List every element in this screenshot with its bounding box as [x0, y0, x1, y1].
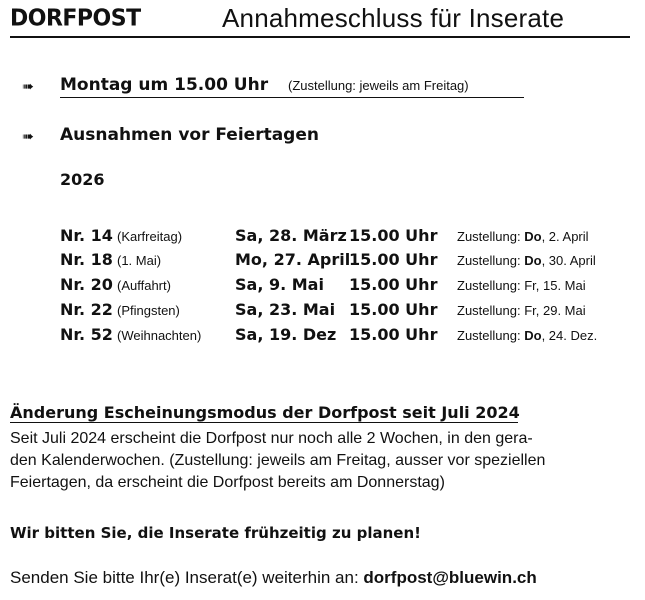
row-number: Nr. 20 — [60, 275, 113, 294]
row-holiday: (Pfingsten) — [117, 303, 180, 318]
row-delivery-label: Zustellung: — [457, 253, 521, 268]
main-deadline: Montag um 15.00 Uhr — [60, 75, 269, 95]
row-delivery-label: Zustellung: — [457, 229, 521, 244]
contact-email-link[interactable]: dorfpost@bluewin.ch — [363, 568, 537, 587]
row-time: 15.00 Uhr — [349, 275, 438, 294]
row-holiday: (Auffahrt) — [117, 278, 171, 293]
arrow-icon: ➠ — [22, 79, 34, 95]
row-number: Nr. 14 — [60, 226, 113, 245]
row-delivery-day: Do — [524, 253, 542, 268]
change-heading: Änderung Escheinungsmodus der Dorfpost seit Juli 2024 — [10, 403, 520, 422]
change-line: Seit Juli 2024 erscheint die Dorfpost nur noch alle 2 Wochen, in den gera- — [10, 430, 533, 447]
exceptions-year: 2026 — [60, 170, 105, 189]
row-time: 15.00 Uhr — [349, 325, 438, 344]
row-number: Nr. 22 — [60, 300, 113, 319]
row-holiday: (1. Mai) — [117, 253, 162, 268]
row-delivery — [457, 229, 589, 244]
row-delivery-date: Fr, 15. Mai — [524, 278, 586, 293]
row-delivery — [457, 303, 586, 318]
change-heading-underline — [10, 422, 518, 423]
row-date: Sa, 23. Mai — [235, 300, 336, 319]
row-holiday: (Karfreitag) — [117, 229, 183, 244]
row-delivery-label: Zustellung: — [457, 303, 521, 318]
row-number: Nr. 18 — [60, 250, 113, 269]
row-date: Sa, 9. Mai — [235, 275, 324, 294]
row-time: 15.00 Uhr — [349, 250, 438, 269]
row-delivery-date: Fr, 29. Mai — [524, 303, 586, 318]
row-delivery-date: , 2. April — [541, 229, 589, 244]
row-date: Sa, 19. Dez — [235, 325, 337, 344]
header-divider — [10, 36, 630, 38]
row-holiday: (Weihnachten) — [117, 328, 202, 343]
row-delivery-date: , 30. April — [541, 253, 596, 268]
row-delivery — [457, 278, 586, 293]
change-line: den Kalenderwochen. (Zustellung: jeweils am Freitag, ausser vor speziellen — [10, 452, 546, 469]
main-deadline-note: (Zustellung: jeweils am Freitag) — [288, 78, 469, 93]
row-delivery-date: , 24. Dez. — [541, 328, 598, 343]
planning-request: Wir bitten Sie, die Inserate frühzeitig zu planen! — [10, 524, 421, 542]
row-date: Sa, 28. März — [235, 226, 347, 245]
contact-line — [10, 568, 537, 588]
arrow-icon: ➠ — [22, 129, 34, 145]
row-number: Nr. 52 — [60, 325, 113, 344]
row-delivery-day: Do — [524, 229, 542, 244]
row-delivery-label: Zustellung: — [457, 328, 521, 343]
row-date: Mo, 27. April — [235, 250, 351, 269]
row-time: 15.00 Uhr — [349, 300, 438, 319]
main-deadline-underline — [60, 97, 524, 98]
change-line: Feiertagen, da erscheint die Dorfpost bereits am Donnerstag) — [10, 474, 445, 491]
change-paragraph — [10, 428, 630, 494]
row-delivery-label: Zustellung: — [457, 278, 521, 293]
row-delivery — [457, 328, 597, 343]
row-delivery — [457, 253, 596, 268]
row-delivery-day: Do — [524, 328, 542, 343]
dorfpost-logo: DORFPOST — [10, 5, 141, 32]
row-time: 15.00 Uhr — [349, 226, 438, 245]
contact-text: Senden Sie bitte Ihr(e) Inserat(e) weiterhin an: — [10, 568, 364, 587]
page-title: Annahmeschluss für Inserate — [222, 3, 565, 33]
exceptions-heading: Ausnahmen vor Feiertagen — [60, 125, 319, 145]
